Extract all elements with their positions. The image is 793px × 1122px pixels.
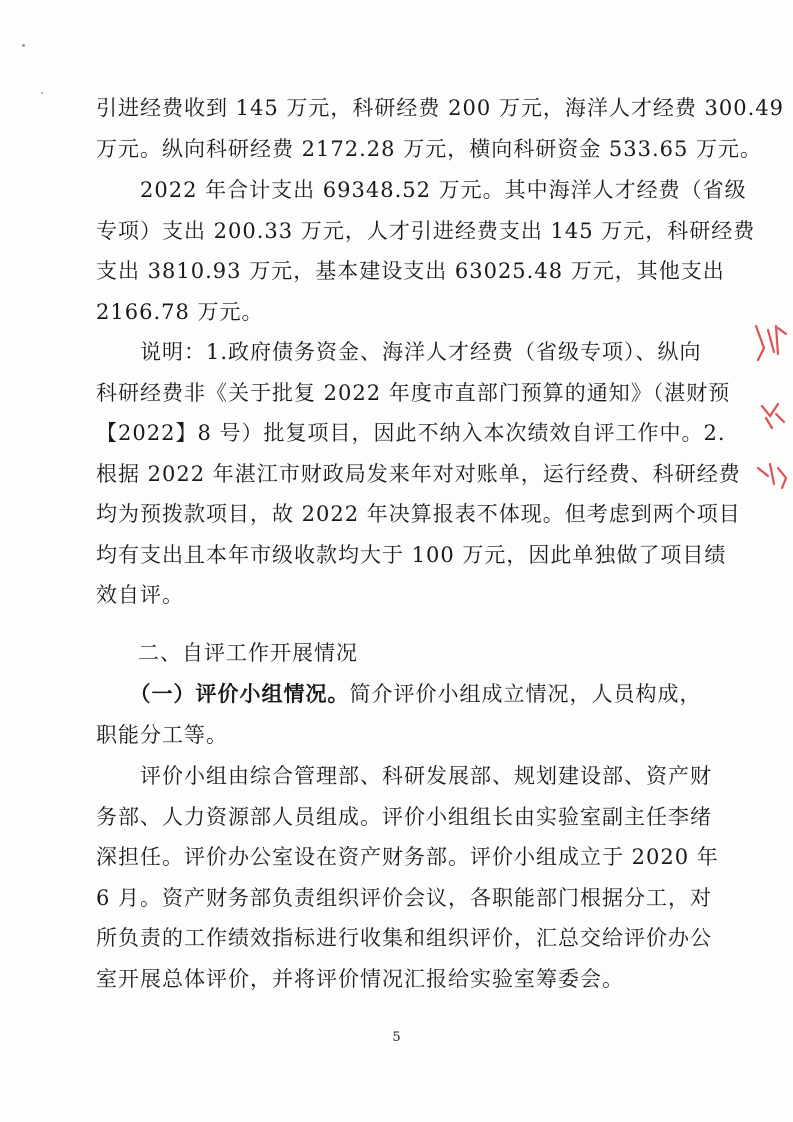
subsection-description: 简介评价小组成立情况，人员构成， bbox=[349, 682, 702, 706]
seal-stamp-fragment bbox=[748, 318, 788, 498]
text-line: 说明：1.政府债务资金、海洋人才经费（省级专项）、纵向 bbox=[96, 340, 702, 364]
text-line bbox=[96, 674, 702, 715]
scan-speck bbox=[22, 44, 25, 47]
text-line: 【2022】8 号）批复项目，因此不纳入本次绩效自评工作中。2. bbox=[96, 421, 726, 445]
section-heading: 二、自评工作开展情况 bbox=[138, 641, 358, 665]
text-line: 室开展总体评价，并将评价情况汇报给实验室筹委会。 bbox=[96, 966, 624, 991]
subsection-label: （一）评价小组情况。 bbox=[140, 682, 350, 706]
scan-speck bbox=[41, 92, 43, 94]
text-line: 均有支出且本年市级收款均大于 100 万元，因此单独做了项目绩 bbox=[96, 542, 727, 567]
text-line: 专项）支出 200.33 万元，人才引进经费支出 145 万元，科研经费 bbox=[96, 218, 756, 243]
text-line: 6 月。资产财务部负责组织评价会议，各职能部门根据分工，对 bbox=[96, 885, 713, 910]
text-line: 务部、人力资源部人员组成。评价小组组长由实验室副主任李绪 bbox=[96, 804, 712, 829]
text-line: 所负责的工作绩效指标进行收集和组织评价，汇总交给评价办公 bbox=[96, 926, 712, 950]
text-line: 万元。纵向科研经费 2172.28 万元，横向科研资金 533.65 万元。 bbox=[96, 136, 763, 161]
explanation-paragraph bbox=[96, 332, 741, 616]
text-line: 深担任。评价办公室设在资产财务部。评价小组成立于 2020 年 bbox=[96, 845, 719, 869]
subsection-paragraph bbox=[96, 674, 702, 755]
text-line: 评价小组由综合管理部、科研发展部、规划建设部、资产财 bbox=[96, 764, 712, 788]
text-line: 职能分工等。 bbox=[96, 722, 228, 747]
text-line: 均为预拨款项目，故 2022 年决算报表不体现。但考虑到两个项目 bbox=[96, 502, 741, 526]
text-line: 根据 2022 年湛江市财政局发来年对对账单，运行经费、科研经费 bbox=[96, 461, 741, 486]
text-line: 效自评。 bbox=[96, 583, 184, 607]
text-line: 2166.78 万元。 bbox=[96, 299, 264, 324]
text-line: 2022 年合计支出 69348.52 万元。其中海洋人才经费（省级 bbox=[96, 178, 747, 202]
text-line: 引进经费收到 145 万元，科研经费 200 万元，海洋人才经费 300.49 bbox=[96, 96, 785, 120]
budget-income-paragraph bbox=[96, 88, 785, 169]
page-number: 5 bbox=[392, 1030, 401, 1045]
team-paragraph bbox=[96, 756, 719, 999]
expenditure-paragraph bbox=[96, 170, 756, 332]
text-line: 科研经费非《关于批复 2022 年度市直部门预算的通知》（湛财预 bbox=[96, 380, 731, 405]
text-line: 支出 3810.93 万元，基本建设支出 63025.48 万元，其他支出 bbox=[96, 259, 725, 283]
